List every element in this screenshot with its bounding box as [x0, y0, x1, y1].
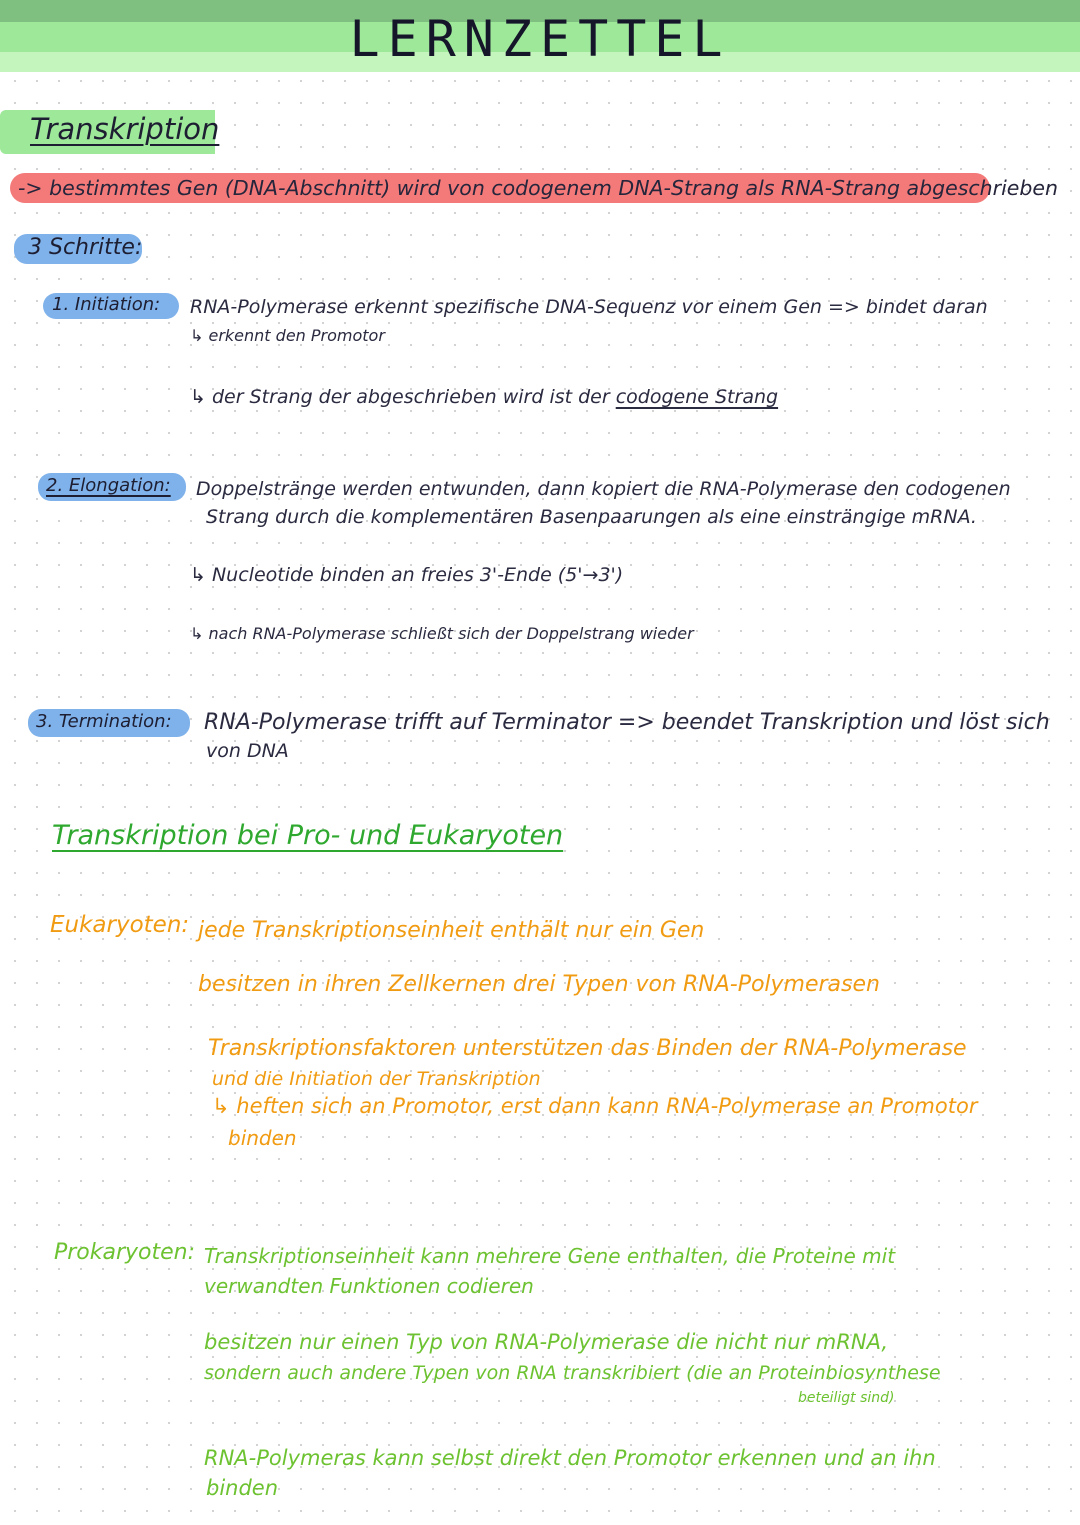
- section-title-transkription: Transkription: [30, 112, 220, 146]
- page-title: LERNZETTEL: [349, 10, 731, 68]
- definition-text: -> bestimmtes Gen (DNA-Abschnitt) wird von codogenem DNA-Strang als RNA-Strang abgeschrieben: [18, 176, 1059, 200]
- termination-label: 3. Termination:: [36, 711, 172, 732]
- initiation-note-strand-text: ↳ der Strang der abgeschrieben wird ist der: [190, 386, 616, 408]
- elongation-note-doppelstrang: ↳ nach RNA-Polymerase schließt sich der Doppelstrang wieder: [190, 624, 694, 643]
- initiation-note-strand: [190, 386, 778, 408]
- initiation-note-promotor: ↳ erkennt den Promotor: [190, 326, 385, 345]
- prokaryoten-label: Prokaryoten:: [54, 1240, 196, 1265]
- prokaryoten-line6: RNA-Polymeras kann selbst direkt den Promotor erkennen und an ihn: [204, 1446, 936, 1470]
- steps-label: 3 Schritte:: [28, 235, 143, 260]
- section-title-pro-euk: Transkription bei Pro- und Eukaryoten: [52, 820, 564, 851]
- eukaryoten-line6: binden: [228, 1126, 297, 1150]
- termination-text-line2: von DNA: [206, 740, 289, 762]
- elongation-text-line2: Strang durch die komplementären Basenpaarungen als eine einsträngige mRNA.: [206, 506, 977, 528]
- prokaryoten-line4: sondern auch andere Typen von RNA transkribiert (die an Proteinbiosynthese: [204, 1362, 941, 1384]
- codogene-strang-term: codogene Strang: [615, 386, 779, 408]
- prokaryoten-line2: verwandten Funktionen codieren: [204, 1274, 534, 1298]
- termination-text-line1: RNA-Polymerase trifft auf Terminator => beendet Transkription und löst sich: [204, 710, 1050, 735]
- initiation-text: RNA-Polymerase erkennt spezifische DNA-Sequenz vor einem Gen => bindet daran: [190, 296, 988, 318]
- elongation-note-nucleotide: ↳ Nucleotide binden an freies 3'-Ende (5'→3'): [190, 564, 624, 586]
- initiation-label: 1. Initiation:: [52, 294, 161, 315]
- eukaryoten-line2: besitzen in ihren Zellkernen drei Typen von RNA-Polymerasen: [198, 972, 880, 997]
- prokaryoten-line5: beteiligt sind): [798, 1390, 895, 1406]
- elongation-text-line1: Doppelstränge werden entwunden, dann kopiert die RNA-Polymerase den codogenen: [196, 478, 1011, 500]
- elongation-label: 2. Elongation:: [46, 475, 171, 496]
- eukaryoten-line3: Transkriptionsfaktoren unterstützen das Binden der RNA-Polymerase: [208, 1036, 967, 1061]
- prokaryoten-line3: besitzen nur einen Typ von RNA-Polymerase die nicht nur mRNA,: [204, 1330, 888, 1354]
- eukaryoten-label: Eukaryoten:: [50, 912, 190, 938]
- eukaryoten-line4: und die Initiation der Transkription: [212, 1068, 541, 1090]
- eukaryoten-line1: jede Transkriptionseinheit enthält nur ein Gen: [198, 918, 705, 943]
- eukaryoten-line5: ↳ heften sich an Promotor, erst dann kann RNA-Polymerase an Promotor: [212, 1094, 978, 1118]
- prokaryoten-line7: binden: [206, 1476, 279, 1500]
- prokaryoten-line1: Transkriptionseinheit kann mehrere Gene enthalten, die Proteine mit: [204, 1244, 896, 1268]
